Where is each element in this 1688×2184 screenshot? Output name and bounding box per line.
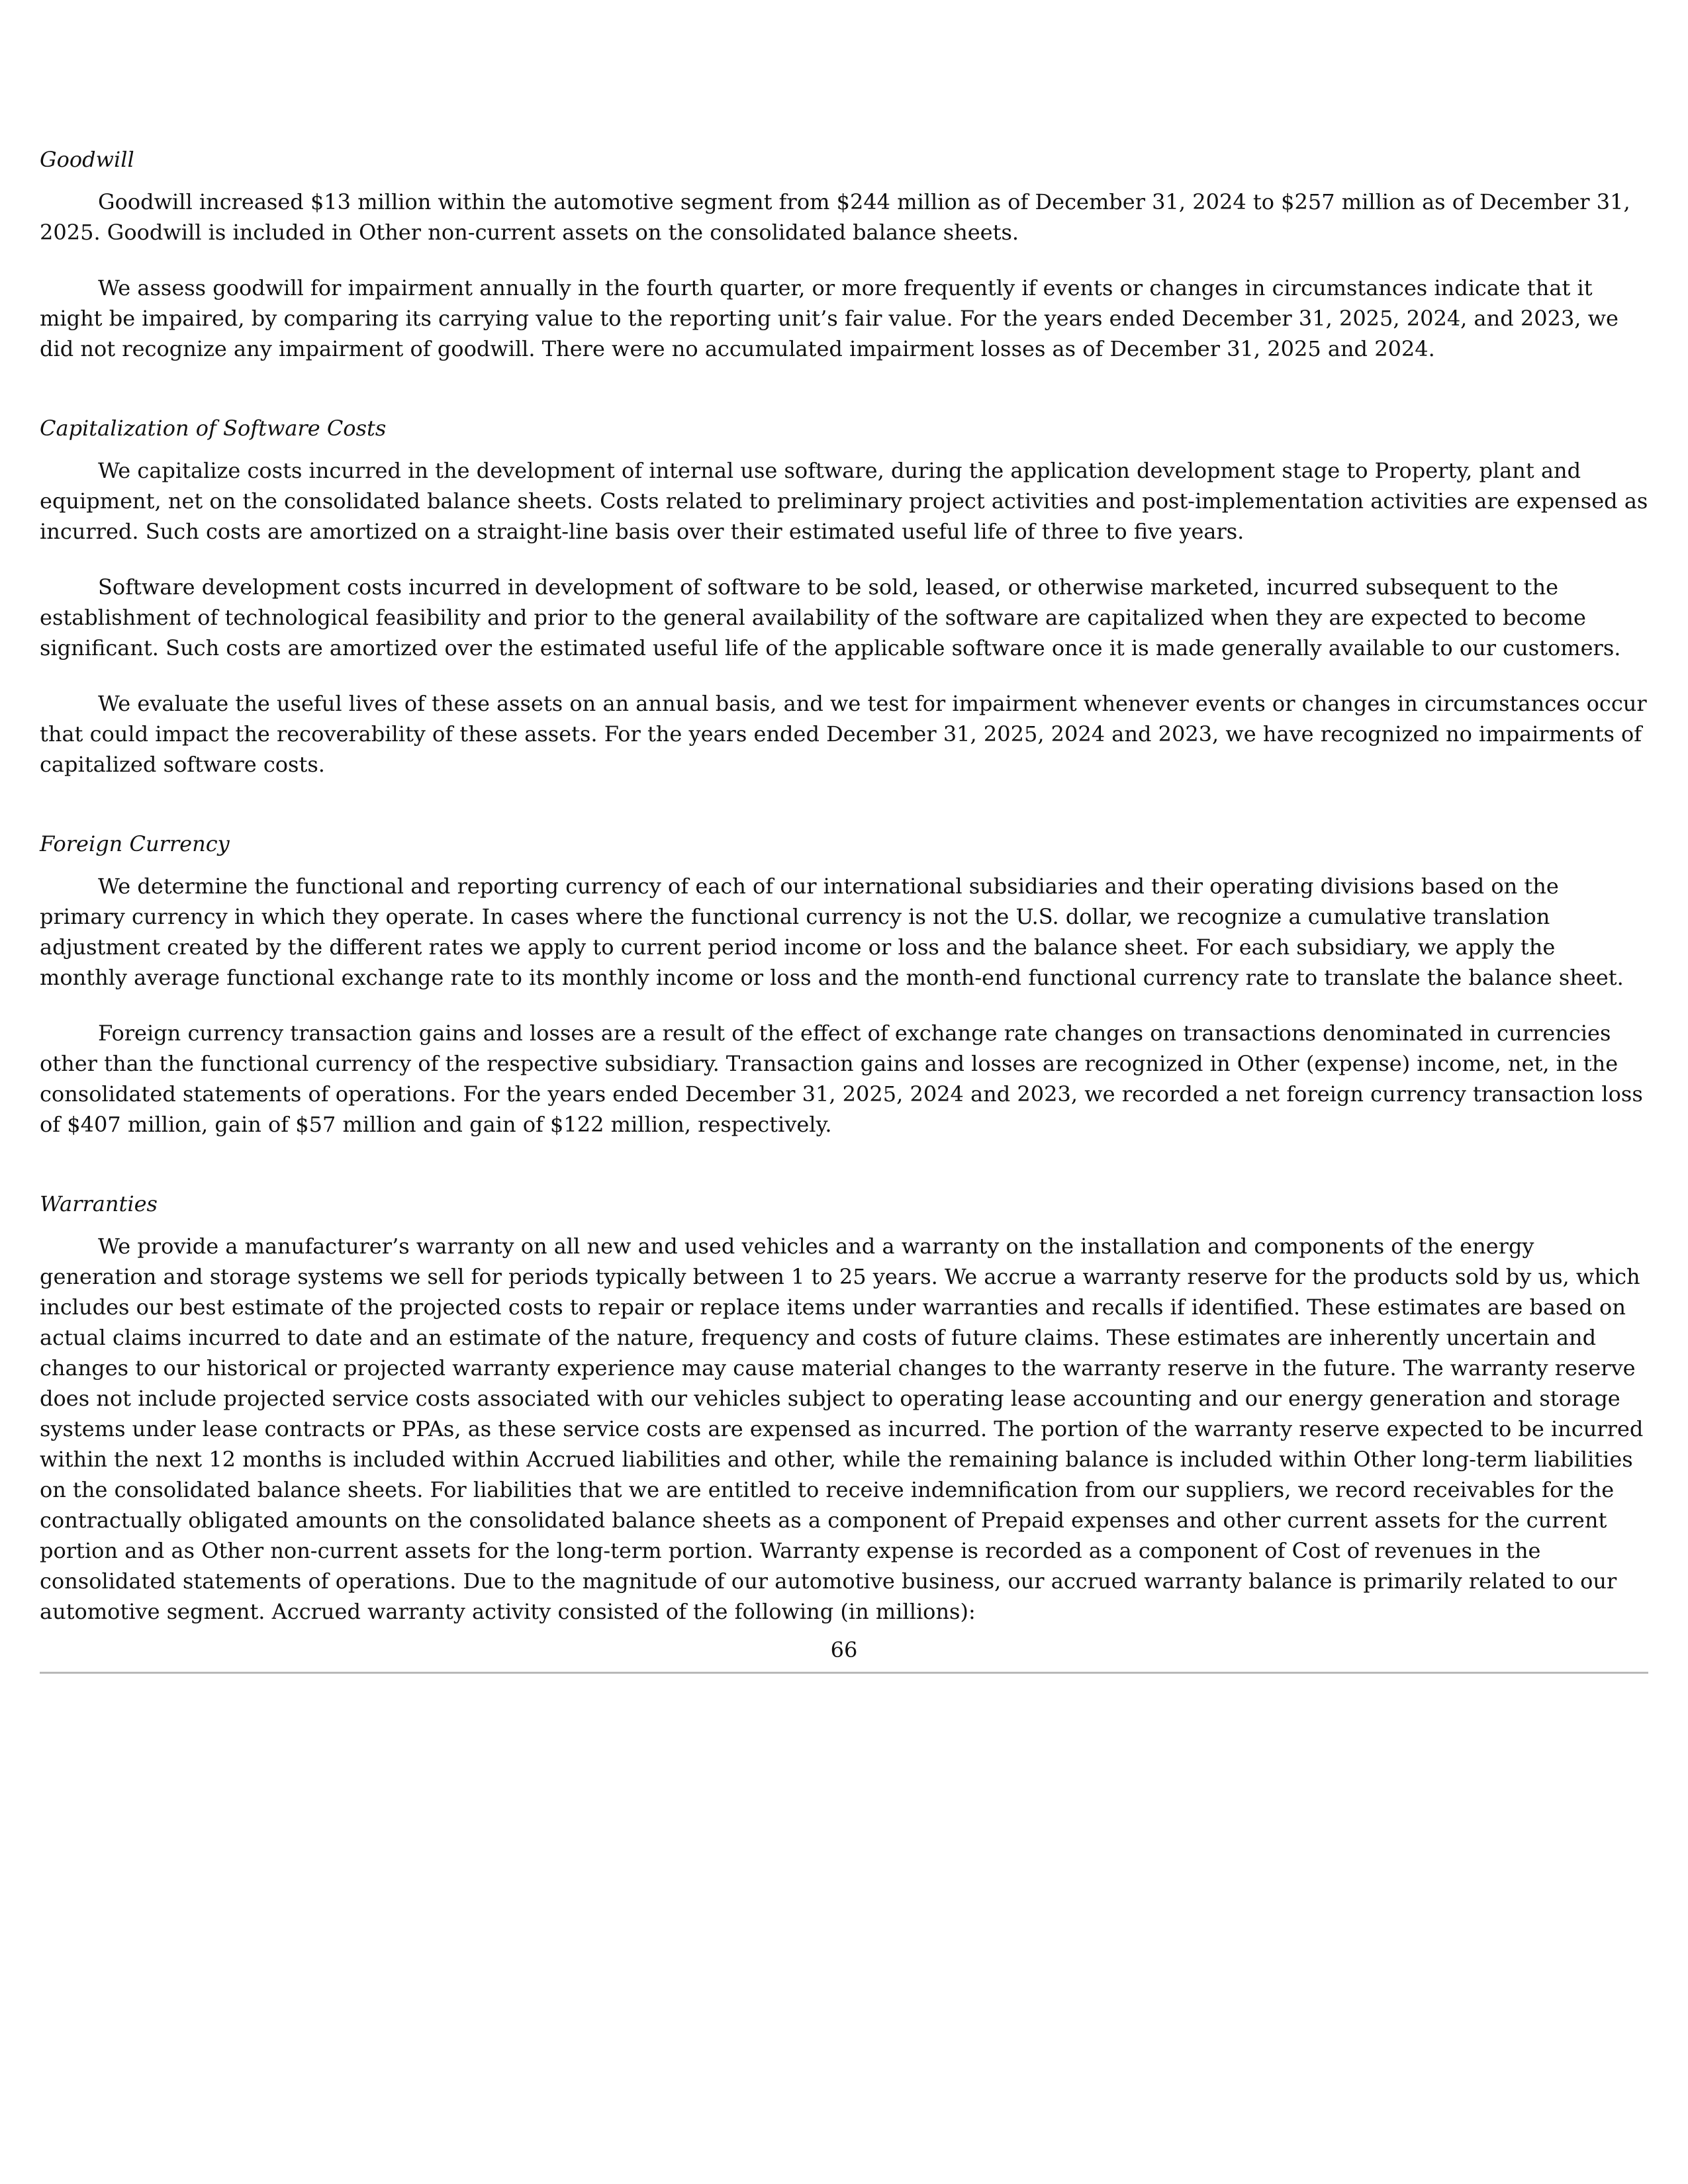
paragraph: We capitalize costs incurred in the development of internal use software, during the application development stage to Property, plant and equipment, net on the consolidated balance sheets. Costs related to preliminary project activities and post-implementation activities are expensed as incurred. Such costs are amortized on a straight-line basis over their estimated useful life of three to five years. <box>40 458 1648 544</box>
paragraph: We assess goodwill for impairment annually in the fourth quarter, or more frequently if events or changes in circumstances indicate that it might be impaired, by comparing its carrying value to the reporting unit’s fair value. For the years ended December 31, 2025, 2024, and 2023, we did not recognize any impairment of goodwill. There were no accumulated impairment losses as of December 31, 2025 and 2024. <box>40 275 1618 361</box>
section-title: Foreign Currency <box>40 831 230 856</box>
section-title: Goodwill <box>40 147 134 172</box>
section-title: Warranties <box>40 1191 158 1216</box>
page-footer <box>40 1635 1648 1674</box>
section-software-costs <box>40 413 1648 780</box>
paragraph: We provide a manufacturer’s warranty on all new and used vehicles and a warranty on the installation and components of the energy generation and storage systems we sell for periods typically between 1 to 25 years. We accrue a warranty reserve for the products sold by us, which includes our best estimate of the projected costs to repair or replace items under warranties and recalls if identified. These estimates are based on actual claims incurred to date and an estimate of the nature, frequency and costs of future claims. These estimates are inherently uncertain and changes to our historical or projected warranty experience may cause material changes to the warranty reserve in the future. The warranty reserve does not include projected service costs associated with our vehicles subject to operating lease accounting and our energy generation and storage systems under lease contracts or PPAs, as these service costs are expensed as incurred. The portion of the warranty reserve expected to be incurred within the next 12 months is included within Accrued liabilities and other, while the remaining balance is included within Other long-term liabilities on the consolidated balance sheets. For liabilities that we are entitled to receive indemnification from our suppliers, we record receivables for the contractually obligated amounts on the consolidated balance sheets as a component of Prepaid expenses and other current assets for the current portion and as Other non-current assets for the long-term portion. Warranty expense is recorded as a component of Cost of revenues in the consolidated statements of operations. Due to the magnitude of our automotive business, our accrued warranty balance is primarily related to our automotive segment. Accrued warranty activity consisted of the following (in millions): <box>40 1234 1644 1624</box>
paragraph: Foreign currency transaction gains and losses are a result of the effect of exchange rate changes on transactions denominated in currencies other than the functional currency of the respective subsidiary. Transaction gains and losses are recognized in Other (expense) income, net, in the consolidated statements of operations. For the years ended December 31, 2025, 2024 and 2023, we recorded a net foreign currency transaction loss of $407 million, gain of $57 million and gain of $122 million, respectively. <box>40 1021 1643 1137</box>
paragraph: Software development costs incurred in development of software to be sold, leased, or otherwise marketed, incurred subsequent to the establishment of technological feasibility and prior to the general availability of the software are capitalized when they are expected to become significant. Such costs are amortized over the estimated useful life of the applicable software once it is made generally available to our customers. <box>40 574 1621 660</box>
page-number: 66 <box>830 1637 858 1662</box>
footer-divider <box>40 1672 1648 1674</box>
section-warranties <box>40 1189 1648 1627</box>
paragraph: Goodwill increased $13 million within the automotive segment from $244 million as of December 31, 2024 to $257 million as of December 31, 2025. Goodwill is included in Other non-current assets on the consolidated balance sheets. <box>40 189 1630 245</box>
section-foreign-currency <box>40 829 1648 1140</box>
document-page <box>40 144 1648 1676</box>
paragraph: We determine the functional and reporting currency of each of our international subsidiaries and their operating divisions based on the primary currency in which they operate. In cases where the functional currency is not the U.S. dollar, we recognize a cumulative translation adjustment created by the different rates we apply to current period income or loss and the balance sheet. For each subsidiary, we apply the monthly average functional exchange rate to its monthly income or loss and the month-end functional currency rate to translate the balance sheet. <box>40 874 1624 990</box>
paragraph: We evaluate the useful lives of these assets on an annual basis, and we test for impairment whenever events or changes in circumstances occur that could impact the recoverability of these assets. For the years ended December 31, 2025, 2024 and 2023, we have recognized no impairments of capitalized software costs. <box>40 691 1647 777</box>
section-goodwill <box>40 144 1648 364</box>
section-title: Capitalization of Software Costs <box>40 416 387 441</box>
